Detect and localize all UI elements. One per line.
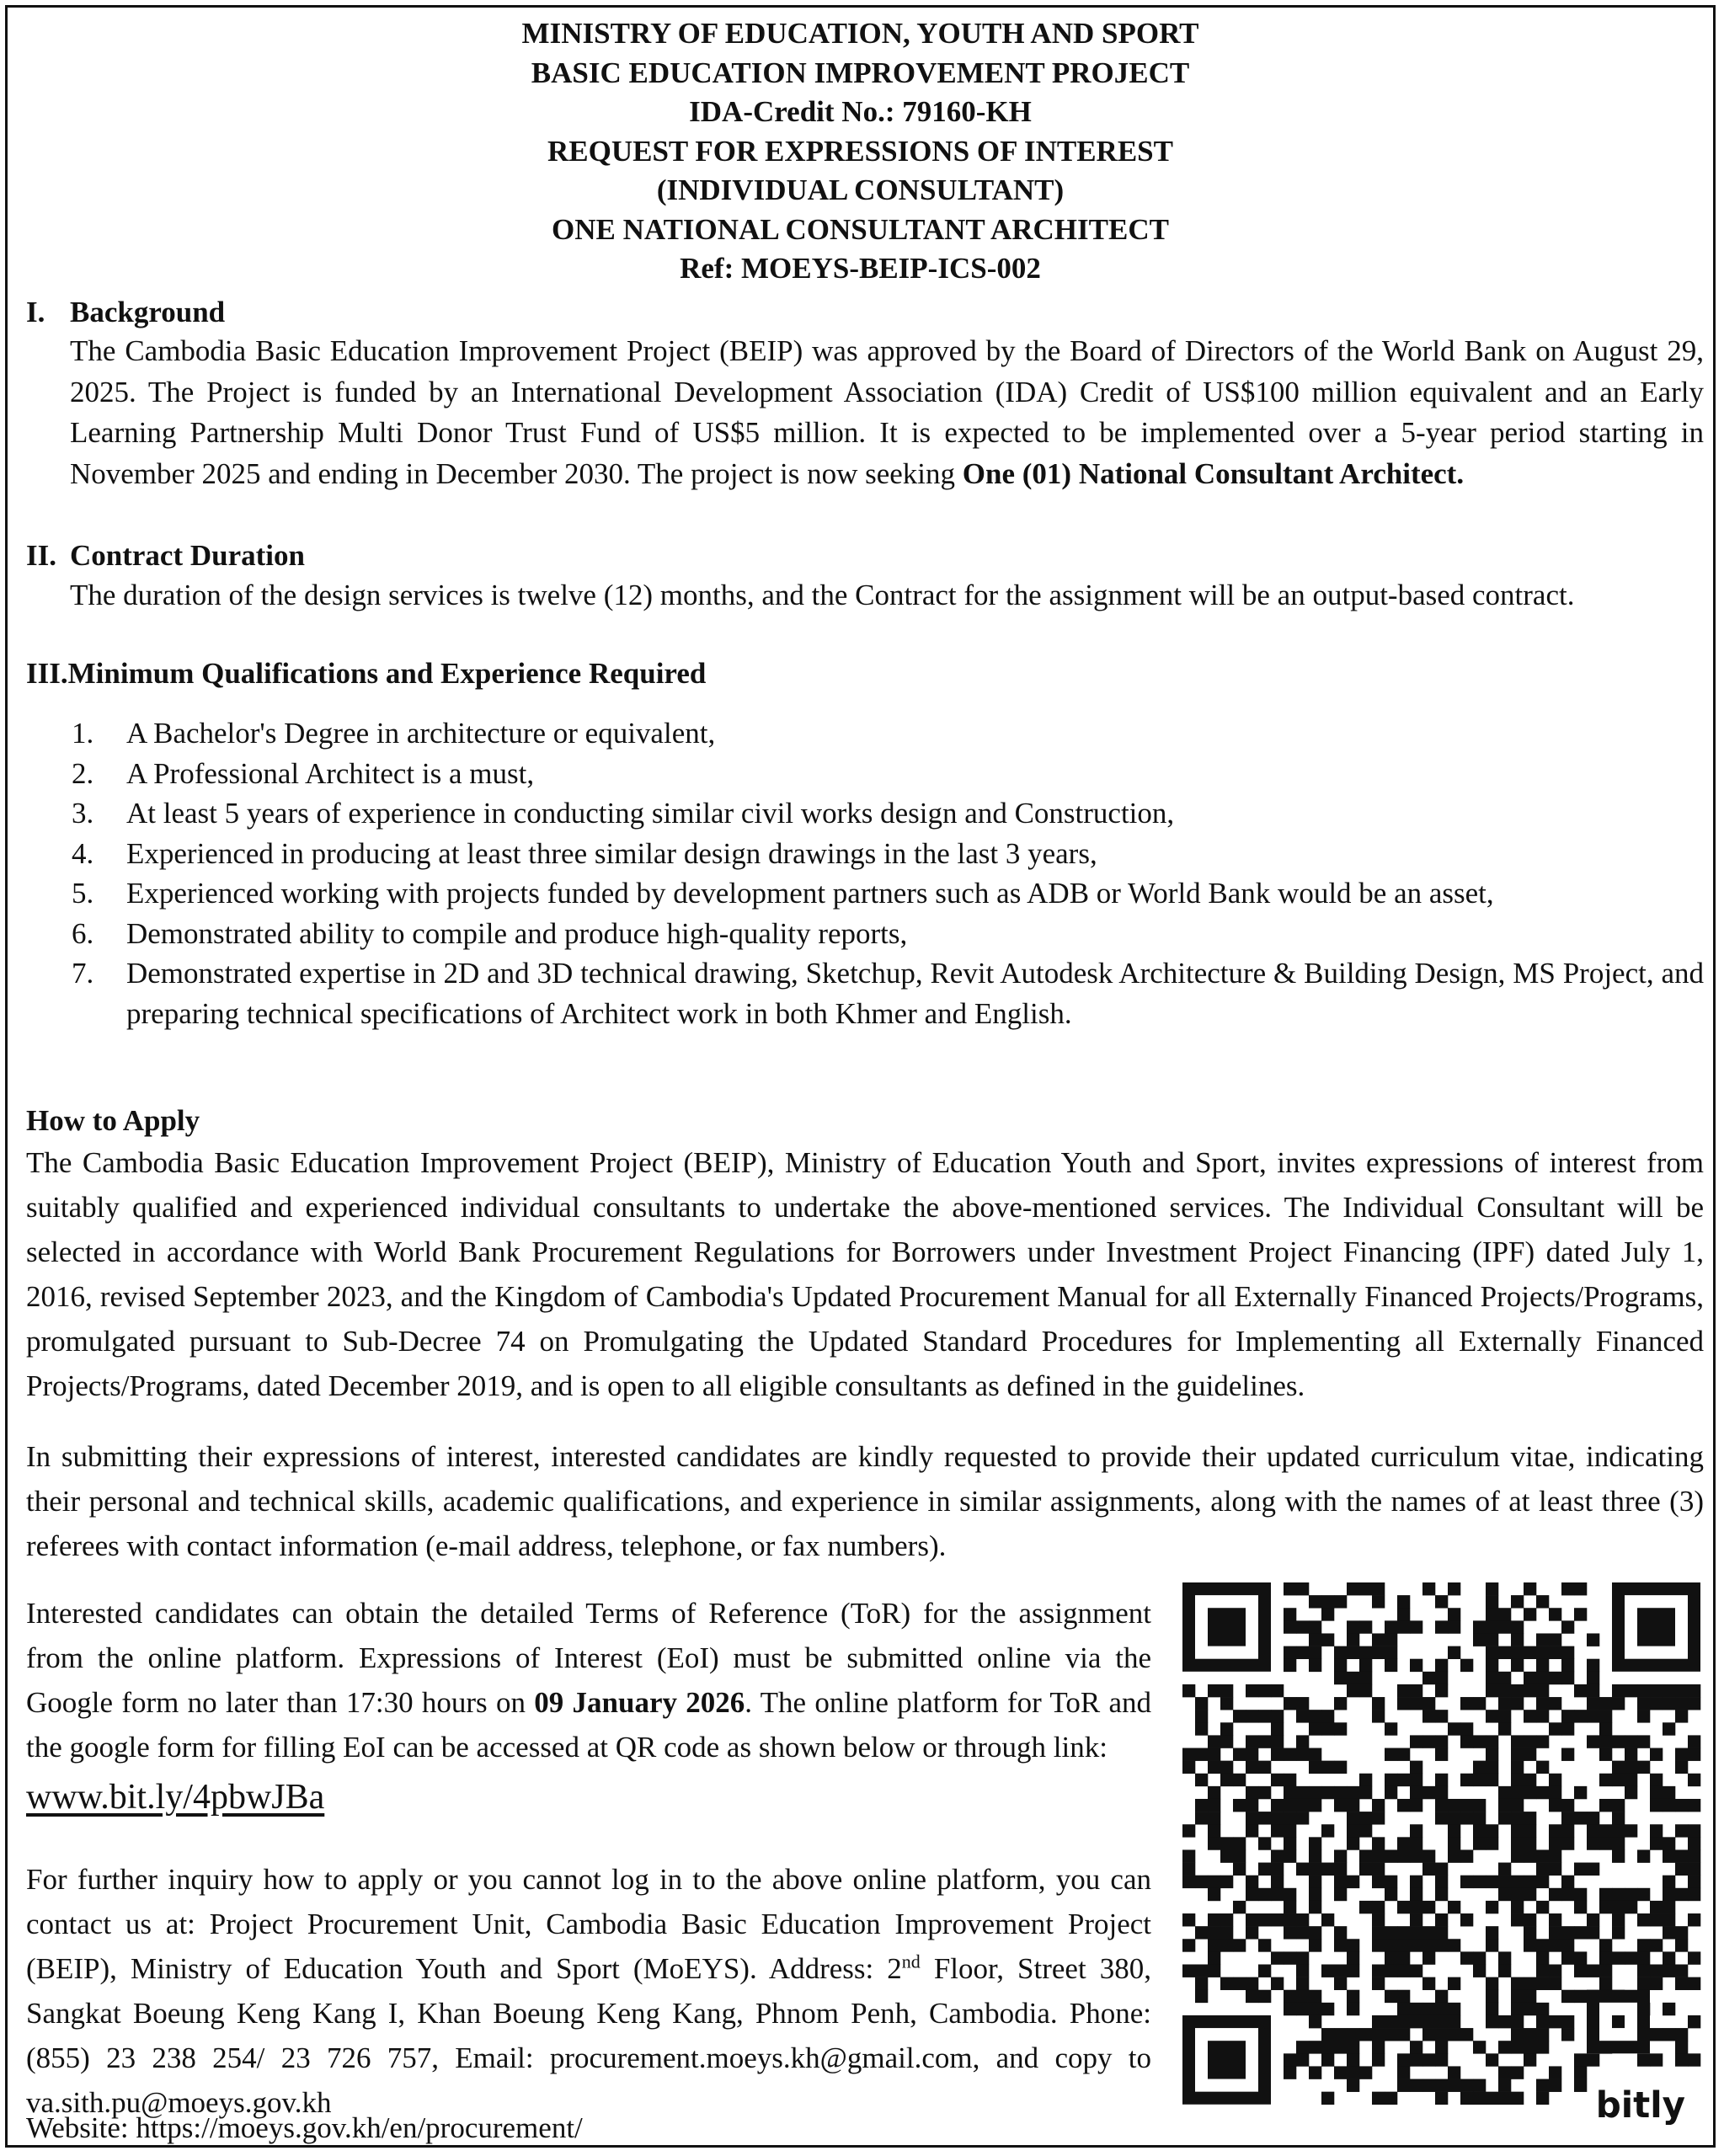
list-item: 3. At least 5 years of experience in conducting similar civil works design and Construction, <box>72 797 1175 830</box>
section-title: Contract Duration <box>70 539 305 572</box>
apply-paragraph-4: For further inquiry how to apply or you cannot log in to the above online platform, you can contact us at: Project Procurement Unit, Cambodia Basic Education Improvement Project (BEIP), Ministry of Education Youth and Sport (MoEYS). Address: 2nd Floor, Street 380, Sangkat Boeung Keng Kang I, Khan Boeung Keng Kang, Phnom Penh, Cambodia. Phone: (855) 23 238 254/ 23 726 757, Email: procurement.moeys.kh@gmail.com, and copy to va.sith.pu@moeys.gov.kh <box>26 1863 1151 2119</box>
apply-paragraph-1: The Cambodia Basic Education Improvement Project (BEIP), Ministry of Education Youth and Sport, invites expressions of interest from suitably qualified and experienced individual consultants to undertake the above-mentioned services. The Individual Consultant will be selected in accordance with World Bank Procurement Regulations for Borrowers under Investment Project Financing (IPF) dated July 1, 2016, revised September 2023, and the Kingdom of Cambodia's Updated Procurement Manual for all Externally Financed Projects/Programs, promulgated pursuant to Sub-Decree 74 on Promulgating the Updated Standard Procedures for Implementing all Externally Financed Projects/Programs, dated December 2019, and is open to all eligible consultants as defined in the guidelines. <box>26 1146 1704 1402</box>
procurement-notice <box>5 5 1716 2148</box>
section-heading-background <box>26 291 225 334</box>
header-line: ONE NATIONAL CONSULTANT ARCHITECT <box>552 212 1169 246</box>
apply-paragraph-2: In submitting their expressions of interest, interested candidates are kindly requested to provide their updated curriculum vitae, indicating their personal and technical skills, academic qualifications, and experience in similar assignments, along with the names of at least three (3) referees with contact information (e-mail address, telephone, or fax numbers). <box>26 1440 1704 1562</box>
header-line: (INDIVIDUAL CONSULTANT) <box>656 173 1065 206</box>
section-number: I. <box>26 296 45 328</box>
contract-paragraph: The duration of the design services is twelve (12) months, and the Contract for the assignment will be an output-based contract. <box>70 579 1575 611</box>
list-item: 7. Demonstrated expertise in 2D and 3D technical drawing, Sketchup, Revit Autodesk Architecture & Building Design, MS Project, and preparing technical specifications of Architect work in both Khmer and English. <box>72 957 1704 1030</box>
background-paragraph <box>70 331 1704 494</box>
list-item: 5. Experienced working with projects funded by development partners such as ADB or World Bank would be an asset, <box>72 877 1494 910</box>
section-title: Minimum Qualifications and Experience Required <box>67 657 707 690</box>
background-text: The Cambodia Basic Education Improvement Project (BEIP) was approved by the Board of Directors of the World Bank on August 29, 2025. The Project is funded by an International Development Association (IDA) Credit of US$100 million equivalent and an Early Learning Partnership Multi Donor Trust Fund of US$5 million. It is expected to be implemented over a 5-year period starting in November 2025 and ending in December 2030. The project is now seeking <box>70 334 1704 490</box>
section-title: Background <box>70 296 226 328</box>
section-heading-qualifications <box>26 653 706 695</box>
website-line: Website: https://moeys.gov.kh/en/procurement/ <box>26 2111 583 2144</box>
list-item: 4. Experienced in producing at least three similar design drawings in the last 3 years, <box>72 836 1097 870</box>
apply-link[interactable] <box>26 1776 324 1820</box>
qualifications-list <box>8 713 1704 1033</box>
apply-paragraph-3: Interested candidates can obtain the detailed Terms of Reference (ToR) for the assignment from the online platform. Expressions of Interest (EoI) must be submitted online via the Google form no later than 17:30 hours on 09 January 2026. The online platform for ToR and the google form for filling EoI can be accessed at QR code as shown below or through link: <box>26 1597 1151 1764</box>
deadline-date: 09 January 2026 <box>534 1686 745 1719</box>
list-item: 6. Demonstrated ability to compile and produce high-quality reports, <box>72 916 908 950</box>
header-line: MINISTRY OF EDUCATION, YOUTH AND SPORT <box>521 17 1199 50</box>
apply-link-text[interactable]: www.bit.ly/4pbwJBa <box>26 1778 325 1817</box>
list-item: 1. A Bachelor's Degree in architecture or equivalent, <box>72 717 716 750</box>
notice-header <box>8 14 1713 289</box>
qr-code-icon[interactable] <box>1182 1582 1713 2130</box>
bitly-logo: bitly <box>1595 2084 1685 2126</box>
header-line: BASIC EDUCATION IMPROVEMENT PROJECT <box>531 56 1190 89</box>
header-line: Ref: MOEYS-BEIP-ICS-002 <box>680 252 1041 285</box>
header-line: IDA-Credit No.: 79160-KH <box>689 95 1032 128</box>
section-number: II. <box>26 539 56 572</box>
section-heading-contract <box>26 535 305 577</box>
section-heading-apply: How to Apply <box>26 1104 200 1137</box>
section-number: III. <box>26 657 68 690</box>
header-line: REQUEST FOR EXPRESSIONS OF INTEREST <box>547 134 1173 168</box>
list-item: 2. A Professional Architect is a must, <box>72 756 535 790</box>
qr-modules <box>1182 1582 1700 2105</box>
background-text-bold: One (01) National Consultant Architect. <box>962 456 1465 490</box>
